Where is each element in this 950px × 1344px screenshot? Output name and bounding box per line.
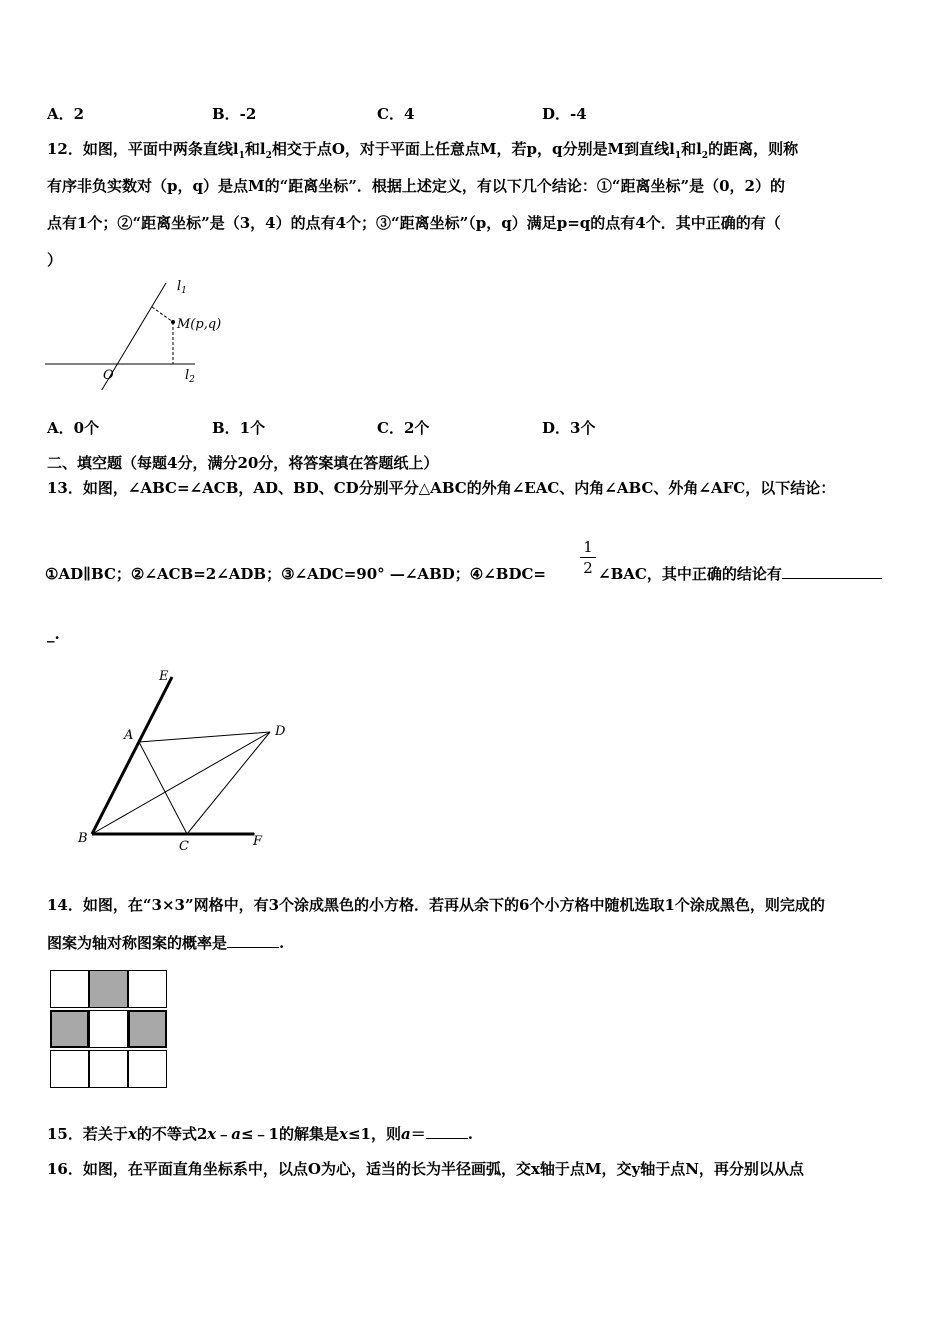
point-m <box>171 320 175 324</box>
label-a: A <box>124 728 134 743</box>
grid-cell-2-1 <box>50 1010 89 1048</box>
q11-option-d: D．-4 <box>542 105 587 123</box>
fraction-bar <box>580 557 596 558</box>
label-f: F <box>253 834 263 849</box>
label-b: B <box>78 831 88 846</box>
q14-line-2: 图案为轴对称图案的概率是 . <box>47 934 285 952</box>
q12-line-4: ） <box>47 251 63 269</box>
q14-grid <box>50 970 170 1090</box>
fraction-numerator: 1 <box>583 538 593 556</box>
section-2-heading: 二、填空题（每题4分，满分20分，将答案填在答题纸上） <box>47 454 439 472</box>
grid-cell-3-2 <box>89 1050 128 1088</box>
grid-cell-1-2 <box>89 970 128 1008</box>
label-e: E <box>159 669 169 684</box>
ray-be <box>92 677 172 834</box>
grid-cell-1-1 <box>50 970 89 1008</box>
fraction-denominator: 2 <box>583 559 593 577</box>
q16-line-1: 16．如图，在平面直角坐标系中，以点O为心，适当的长为半径画弧，交x轴于点M，交y轴于点N，再分别以从点 <box>47 1160 804 1178</box>
label-o: O <box>103 368 114 383</box>
label-l2: $l_2$ <box>185 368 195 385</box>
grid-cell-3-3 <box>128 1050 167 1088</box>
q13-line-1: 13．如图，∠ABC=∠ACB，AD、BD、CD分别平分△ABC的外角∠EAC、内角∠ABC、外角∠AFC，以下结论： <box>47 479 836 497</box>
q11-option-c: C．4 <box>377 105 415 123</box>
q12-option-d: D．3个 <box>542 419 596 437</box>
grid-cell-1-3 <box>128 970 167 1008</box>
answer-blank[interactable] <box>227 933 279 948</box>
q12-option-c: C．2个 <box>377 419 430 437</box>
q11-option-b: B．-2 <box>212 105 257 123</box>
q13-line-2a: ①AD∥BC；②∠ACB=2∠ADB；③∠ADC=90° —∠ABD；④∠BDC= <box>45 565 546 583</box>
label-c: C <box>179 839 189 854</box>
segment-ad <box>139 732 270 742</box>
label-m: M(p,q) <box>177 317 222 332</box>
perp-to-l1 <box>152 307 173 322</box>
q13-fraction <box>580 538 596 577</box>
label-l1: $l_1$ <box>177 279 187 296</box>
grid-cell-3-1 <box>50 1050 89 1088</box>
q11-option-a: A．2 <box>47 105 85 123</box>
q12-figure <box>40 275 240 390</box>
q12-line-1: 12．如图，平面中两条直线$l_1$和$l_2$相交于点O，对于平面上任意点M，若p，q分别是M到直线$l_1$和$l_2$的距离，则称 <box>47 140 799 161</box>
q13-line-3: _. <box>47 625 60 643</box>
q12-option-a: A．0个 <box>47 419 100 437</box>
q12-line-2: 有序非负实数对（p，q）是点M的“距离坐标”．根据上述定义，有以下几个结论：①“距离坐标”是（0，2）的 <box>47 177 785 195</box>
q15-line: 15．若关于x的不等式2x﹣a≤﹣1的解集是x≤1，则a＝ . <box>47 1125 473 1143</box>
grid-cell-2-3 <box>128 1010 167 1048</box>
label-d: D <box>275 724 286 739</box>
q13-figure <box>70 662 310 857</box>
q12-option-b: B．1个 <box>212 419 266 437</box>
grid-cell-2-2 <box>89 1010 128 1048</box>
q12-line-3: 点有1个；②“距离坐标”是（3，4）的点有4个；③“距离坐标”（p，q）满足p=q的点有4个．其中正确的有（ <box>47 214 781 232</box>
segment-cd <box>187 732 270 834</box>
answer-blank[interactable] <box>426 1124 468 1139</box>
q14-line-1: 14．如图，在“3×3”网格中，有3个涂成黑色的小方格．若再从余下的6个小方格中随机选取1个涂成黑色，则完成的 <box>47 896 825 914</box>
segment-ac <box>139 742 187 834</box>
q13-line-2b: ∠BAC，其中正确的结论有 <box>598 563 882 584</box>
answer-blank[interactable] <box>782 564 882 579</box>
